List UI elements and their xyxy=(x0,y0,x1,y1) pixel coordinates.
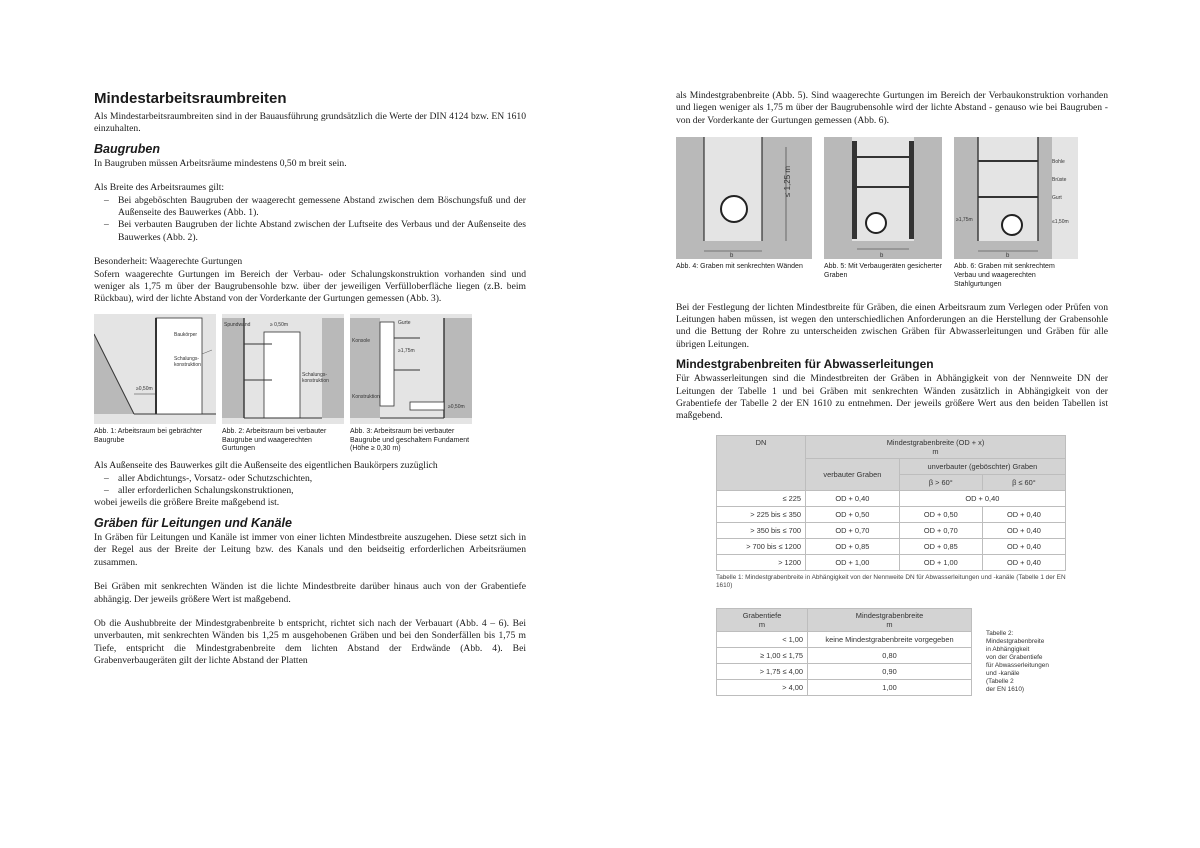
abb-1-label-dim: ≥0,50m xyxy=(136,385,153,392)
left-column xyxy=(94,88,526,674)
table-2-caption xyxy=(986,608,1049,696)
table-cell: OD + 0,85 xyxy=(806,538,900,554)
table-cell: OD + 0,40 xyxy=(899,490,1065,506)
table-cell: OD + 0,40 xyxy=(806,490,900,506)
figure-abb-4 xyxy=(676,137,812,289)
abb-2-label-spundwand: Spundwand xyxy=(224,321,251,328)
table-2-header-depth xyxy=(717,608,808,631)
abb-2-label-dim: ≥ 0,50m xyxy=(270,321,289,328)
figure-caption: Abb. 6: Graben mit senkrechtem Verbau und waagerechten Stahlgurtungen xyxy=(954,263,1055,288)
abb-5-label-b: b xyxy=(880,253,884,260)
abb-4-label-b: b xyxy=(730,253,734,260)
breite-intro: Als Breite des Arbeitsraumes gilt: xyxy=(94,182,225,194)
baugruben-paragraph: In Baugruben müssen Arbeitsräume mindestens 0,50 m breit sein. xyxy=(94,157,347,169)
table-cell: < 1,00 xyxy=(717,631,808,647)
header-text: Mindestgrabenbreite (OD + x) xyxy=(886,437,985,447)
header-text: Mindestgrabenbreite xyxy=(855,610,924,620)
aussenseite-outro: wobei jeweils die größere Breite maßgebend ist. xyxy=(94,497,280,509)
table-cell: 0,80 xyxy=(808,647,972,663)
table-cell: OD + 0,40 xyxy=(982,554,1065,570)
baugruben-heading: Baugruben xyxy=(94,141,160,156)
figure-abb-3 xyxy=(350,314,472,454)
abb-3-label-dim2: ≥0,50m xyxy=(448,403,465,410)
abb-6-drawing xyxy=(954,137,1078,259)
abb-2-label-konstruktion: konstruktion xyxy=(302,377,329,384)
table-1-header-verbaut: verbauter Graben xyxy=(806,458,900,490)
figure-row-4-6 xyxy=(676,137,1108,289)
caption-line: Tabelle 2: xyxy=(986,629,1014,637)
besonderheit-label: Besonderheit: Waagerechte Gurtungen xyxy=(94,256,243,268)
figure-caption: Abb. 1: Arbeitsraum bei gebrächter Baugrube xyxy=(94,427,203,444)
caption-line: der EN 1610) xyxy=(986,685,1025,693)
table-cell: > 350 bis ≤ 700 xyxy=(717,522,806,538)
figure-caption: Abb. 5: Mit Verbaugeräten gesicherter Graben xyxy=(824,263,942,280)
abb-5-drawing xyxy=(824,137,942,259)
abb-1-label-konstruktion: konstruktion xyxy=(174,361,201,368)
figure-abb-6 xyxy=(954,137,1078,289)
table-cell: > 1200 xyxy=(717,554,806,570)
abb-6-label-bohle: Bohle xyxy=(1052,159,1065,166)
caption-line: von der Grabentiefe xyxy=(986,653,1043,661)
graeben-paragraph-2: Bei Gräben mit senkrechten Wänden ist die lichte Mindestbreite darüber hinaus auch von der Grabentiefe abhängig. Der jeweils größere Wert ist maßgebend. xyxy=(94,581,526,605)
caption-line: und -kanäle xyxy=(986,669,1020,677)
abwasser-paragraph: Für Abwasserleitungen sind die Mindestbreiten der Gräben in Abhängigkeit von der Nennweite DN der Leitungen der Tabelle 1 und bei Gräben mit senkrechten Wänden zusätzlich in Abhängigkeit von der Grabentiefe der Tabelle 2 der EN 1610 zu entnehmen. Der jeweils größere Wert aus den beiden Tabellen ist maßgebend. xyxy=(676,373,1108,422)
abb-6-label-bruste: Brüste xyxy=(1052,177,1067,184)
festlegung-paragraph: Bei der Festlegung der lichten Mindestbreite für Gräben, die einen Arbeitsraum zum Verlegen oder Prüfen von Leitungen haben müssen, ist wegen den unterschiedlichen Anforderungen an die Herstellung der Grabensohle und die Bettung der Rohre zu unterscheiden zwischen Gräben für Abwasserleitungen und Gräben für alle übrigen Leitungen. xyxy=(676,301,1108,350)
table-cell: OD + 0,40 xyxy=(982,538,1065,554)
abb-3-label-konstruktion: Konstruktion xyxy=(352,393,380,400)
graeben-paragraph-3: Ob die Aushubbreite der Mindestgrabenbreite b entspricht, richtet sich nach der Verbauart (Abb. 4 – 6). Bei unverbauten, mit senkrechten Wänden bis 1,25 m ausgehobenen Gräben und bei den Sonderfällen bis 1,75 m Tiefe, entspricht die Mindestgrabenbreite dem lichten Abstand der Erdwände (Abb. 4). Bei Grabenverbaugeräten gilt der lichte Abstand der Platten xyxy=(94,617,526,667)
table-cell: > 4,00 xyxy=(717,679,808,695)
table-1-block xyxy=(716,435,1066,590)
table-2-block xyxy=(716,608,1108,696)
table-cell: OD + 0,85 xyxy=(899,538,982,554)
abb-3-label-konsole: Konsole xyxy=(352,337,371,344)
graeben-paragraph-1: In Gräben für Leitungen und Kanäle ist immer von einer lichten Mindestbreite auszugehen. Diese setzt sich in der Regel aus der Breite der Leitung bzw. des Kanals und den beidseitig erforderlichen Arbeitsräumen zusammen. xyxy=(94,531,526,568)
graeben-heading: Gräben für Leitungen und Kanäle xyxy=(94,515,292,530)
caption-line: (Tabelle 2 xyxy=(986,677,1014,685)
table-1-header-mgb xyxy=(806,435,1066,458)
table-cell: > 225 bis ≤ 350 xyxy=(717,506,806,522)
table-cell: > 700 bis ≤ 1200 xyxy=(717,538,806,554)
abb-4-drawing xyxy=(676,137,812,259)
table-1-header-dn: DN xyxy=(717,435,806,490)
table-row xyxy=(717,679,972,695)
table-1-caption: Tabelle 1: Mindestgrabenbreite in Abhängigkeit von der Nennweite DN für Abwasserleitungen und -kanäle (Tabelle 1 der EN 1610) xyxy=(716,573,1066,589)
abb-3-label-gurte: Gurte xyxy=(398,319,411,326)
table-cell: OD + 0,70 xyxy=(806,522,900,538)
figure-abb-1 xyxy=(94,314,216,454)
abb-4-label-depth: ≤ 1,25 m xyxy=(783,166,792,198)
table-1-header-beta1: β > 60° xyxy=(899,474,982,490)
abb-1-label-baukoerper: Baukörper xyxy=(174,331,198,338)
abb-1-label-schalung: Schalungs- xyxy=(174,355,200,362)
abb-3-label-dim1: ≥1,75m xyxy=(398,347,415,354)
figure-abb-5 xyxy=(824,137,942,289)
table-1-header-unverbaut: unverbauter (geböschter) Graben xyxy=(899,458,1065,474)
abb-2-drawing xyxy=(222,314,344,424)
aussenseite-list xyxy=(94,473,526,498)
aussenseite-intro: Als Außenseite des Bauwerkes gilt die Außenseite des eigentlichen Baukörpers zuzüglich xyxy=(94,460,438,472)
table-1 xyxy=(716,435,1066,571)
table-cell: OD + 0,40 xyxy=(982,506,1065,522)
abb-6-label-dim2: ≤1,50m xyxy=(1052,219,1069,226)
table-cell: OD + 1,00 xyxy=(899,554,982,570)
table-cell: ≤ 225 xyxy=(717,490,806,506)
figure-caption: Abb. 3: Arbeitsraum bei verbauter Baugrube und geschaltem Fundament (Höhe ≥ 0,30 m) xyxy=(350,427,470,453)
figure-caption: Abb. 2: Arbeitsraum bei verbauter Baugrube und waagerechten Gurtungen xyxy=(222,427,327,453)
header-unit: m xyxy=(758,619,766,629)
caption-line: in Abhängigkeit xyxy=(986,645,1030,653)
abb-2-label-schalung: Schalungs- xyxy=(302,371,328,378)
table-row xyxy=(717,663,972,679)
table-cell: ≥ 1,00 ≤ 1,75 xyxy=(717,647,808,663)
table-row xyxy=(717,506,1066,522)
table-row xyxy=(717,538,1066,554)
header-unit: m xyxy=(886,619,893,629)
header-text: Grabentiefe xyxy=(742,610,782,620)
abb-3-drawing xyxy=(350,314,472,424)
right-column xyxy=(676,88,1108,696)
abwasser-heading: Mindestgrabenbreiten für Abwasserleitungen xyxy=(676,357,934,372)
list-item: – aller Abdichtungs-, Vorsatz- oder Schutzschichten, xyxy=(94,473,526,485)
caption-line: Mindestgrabenbreite xyxy=(986,637,1045,645)
page-title: Mindestarbeitsraumbreiten xyxy=(94,90,287,107)
header-unit: m xyxy=(932,446,939,456)
figure-row-1-3 xyxy=(94,314,526,454)
figure-abb-2 xyxy=(222,314,344,454)
table-1-header-beta2: β ≤ 60° xyxy=(982,474,1065,490)
table-cell: 0,90 xyxy=(808,663,972,679)
table-row xyxy=(717,522,1066,538)
list-item: – Bei abgeböschten Baugruben der waagerecht gemessene Abstand zwischen dem Böschungsfuß und der Außenseite des Bauwerkes (Abb. 1). xyxy=(94,195,526,220)
table-row xyxy=(717,647,972,663)
table-2 xyxy=(716,608,972,696)
table-cell: > 1,75 ≤ 4,00 xyxy=(717,663,808,679)
table-row xyxy=(717,490,1066,506)
table-cell: OD + 0,50 xyxy=(899,506,982,522)
continuation-paragraph: als Mindestgrabenbreite (Abb. 5). Sind waagerechte Gurtungen im Bereich der Verbaukonstruktion vorhanden und liegen weniger als 1,75 m über der Baugrubensohle wird der lichte Abstand - genauso wie bei Baugruben - von der Vorderkante der Gurtungen gemessen (Abb. 6). xyxy=(676,90,1108,126)
table-row xyxy=(717,631,972,647)
table-cell: OD + 1,00 xyxy=(806,554,900,570)
abb-1-drawing xyxy=(94,314,216,424)
caption-line: für Abwasserleitungen xyxy=(986,661,1049,669)
table-2-header-width xyxy=(808,608,972,631)
table-row xyxy=(717,554,1066,570)
besonderheit-paragraph: Sofern waagerechte Gurtungen im Bereich der Verbau- oder Schalungskonstruktion vorhanden sind und weniger als 1,75 m über der Baugrubensohle bzw. über der jeweiligen Verfülloberfläche liegen (z.B. beim Rückbau), wird der lichte Abstand von der Vorderkante der Gurtungen gemessen (Abb. 3). xyxy=(94,268,526,305)
table-cell: OD + 0,70 xyxy=(899,522,982,538)
abb-6-label-gurt: Gurt xyxy=(1052,195,1062,202)
list-item: – Bei verbauten Baugruben der lichte Abstand zwischen der Luftseite des Verbaus und der Außenseite des Bauwerkes (Abb. 2). xyxy=(94,219,526,244)
table-cell: OD + 0,50 xyxy=(806,506,900,522)
breite-list xyxy=(94,195,526,245)
table-cell: keine Mindestgrabenbreite vorgegeben xyxy=(808,631,972,647)
list-item: – aller erforderlichen Schalungskonstruktionen, xyxy=(94,485,526,497)
table-cell: OD + 0,40 xyxy=(982,522,1065,538)
table-cell: 1,00 xyxy=(808,679,972,695)
figure-caption: Abb. 4: Graben mit senkrechten Wänden xyxy=(676,263,803,271)
abb-6-label-b: b xyxy=(1006,253,1010,260)
abb-6-label-dim1: ≥1,75m xyxy=(956,217,973,224)
intro-paragraph: Als Mindestarbeitsraumbreiten sind in der Bauausführung grundsätzlich die Werte der DIN 4124 bzw. EN 1610 einzuhalten. xyxy=(94,111,526,135)
